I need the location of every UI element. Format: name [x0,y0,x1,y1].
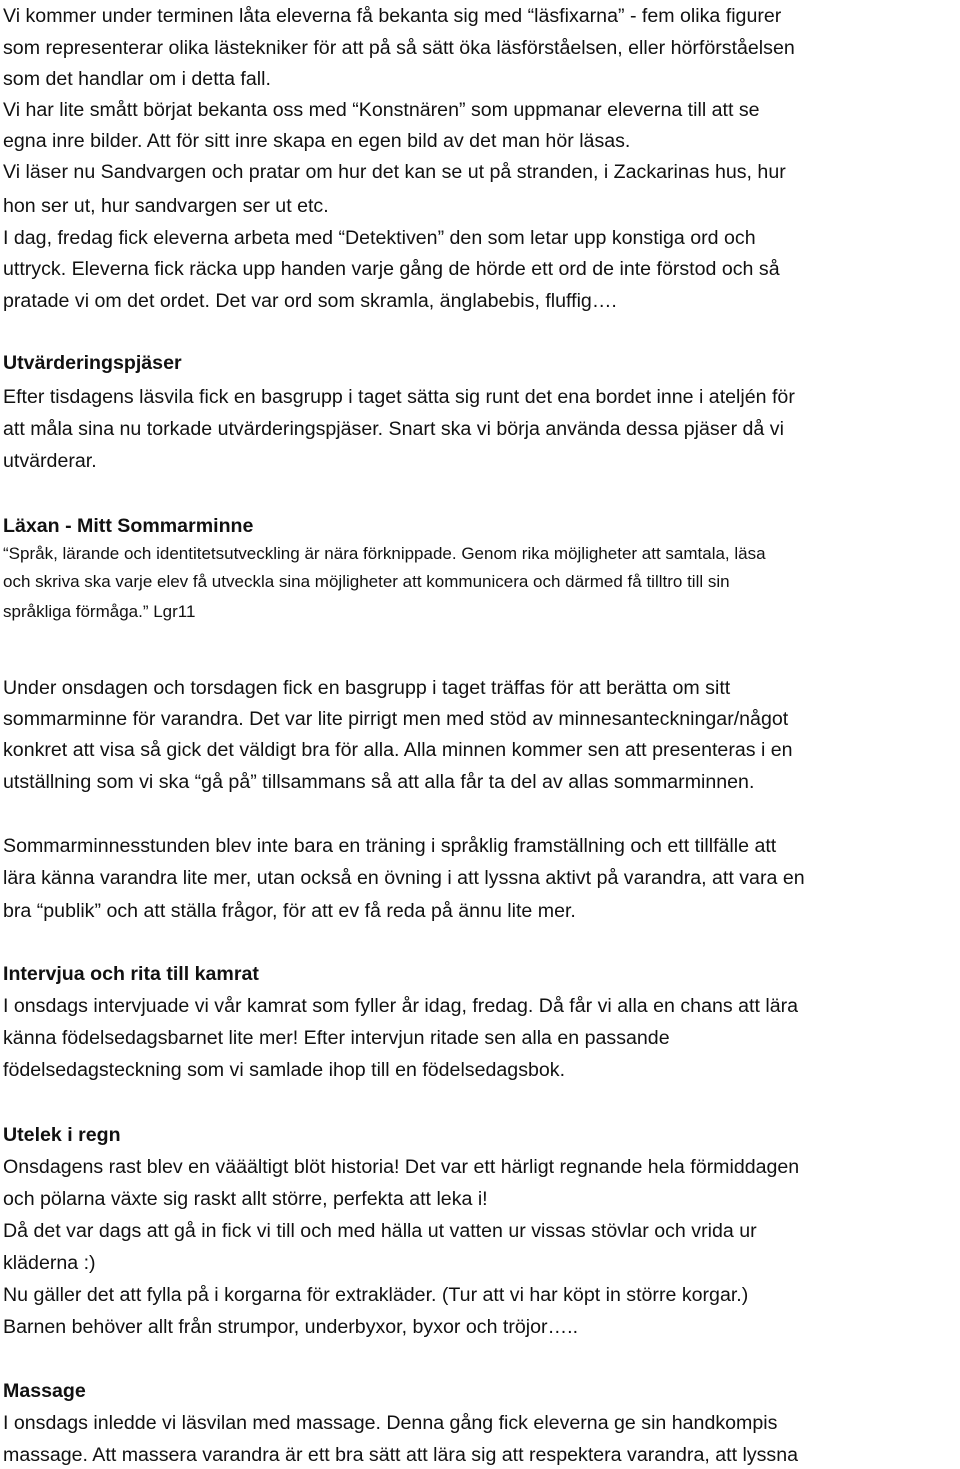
intro-line: som representerar olika lästekniker för att på så sätt öka läsförståelsen, eller hörförståelsen [3,37,795,59]
laxan-para1-line: Under onsdagen och torsdagen fick en basgrupp i taget träffas för att berätta om sitt [3,677,731,699]
laxan-para1-line: utställning som vi ska “gå på” tillsammans så att alla får ta del av allas sommarminnen. [3,771,755,793]
intro-line: Vi har lite smått börjat bekanta oss med “Konstnären” som uppmanar eleverna till att se [3,99,760,121]
quote-line: och skriva ska varje elev få utveckla sina möjligheter att kommunicera och därmed få tilltro till sin [3,572,730,591]
intro-line: som det handlar om i detta fall. [3,68,271,90]
intro-line: Vi läser nu Sandvargen och pratar om hur det kan se ut på stranden, i Zackarinas hus, hur [3,161,786,183]
laxan-para2-line: bra “publik” och att ställa frågor, för att ev få reda på ännu lite mer. [3,900,576,922]
utelek-line: Då det var dags att gå in fick vi till och med hälla ut vatten ur vissas stövlar och vrida ur [3,1220,757,1242]
section-heading-laxan: Läxan - Mitt Sommarminne [3,515,254,537]
utelek-line: Onsdagens rast blev en vääältigt blöt historia! Det var ett härligt regnande hela förmiddagen [3,1156,800,1178]
section-heading-utelek: Utelek i regn [3,1124,121,1146]
massage-line: massage. Att massera varandra är ett bra sätt att lära sig att respektera varandra, att lyssna [3,1444,799,1466]
massage-line: I onsdags inledde vi läsvilan med massage. Denna gång fick eleverna ge sin handkompis [3,1412,778,1434]
laxan-para2-line: Sommarminnesstunden blev inte bara en träning i språklig framställning och ett tillfälle att [3,835,777,857]
intervju-line: känna födelsedagsbarnet lite mer! Efter intervjun ritade sen alla en passande [3,1027,670,1049]
intro-line: I dag, fredag fick eleverna arbeta med “Detektiven” den som letar upp konstiga ord och [3,227,756,249]
utvardering-line: att måla sina nu torkade utvärderingspjäser. Snart ska vi börja använda dessa pjäser då vi [3,418,784,440]
intervju-line: födelsedagsteckning som vi samlade ihop till en födelsedagsbok. [3,1059,566,1081]
intro-line: pratade vi om det ordet. Det var ord som skramla, änglabebis, fluffig…. [3,290,617,312]
laxan-para1-line: sommarminne för varandra. Det var lite pirrigt men med stöd av minnesanteckningar/något [3,708,789,730]
section-heading-intervju: Intervjua och rita till kamrat [3,963,259,985]
intro-line: uttryck. Eleverna fick räcka upp handen varje gång de hörde ett ord de inte förstod och så [3,258,780,280]
laxan-para2-line: lära känna varandra lite mer, utan också en övning i att lyssna aktivt på varandra, att vara en [3,867,805,889]
quote-line: “Språk, lärande och identitetsutveckling är nära förknippade. Genom rika möjligheter att samtala, läsa [3,544,766,563]
intro-line: hon ser ut, hur sandvargen ser ut etc. [3,195,329,217]
utvardering-line: utvärderar. [3,450,97,472]
section-heading-massage: Massage [3,1380,86,1402]
intro-line: Vi kommer under terminen låta eleverna få bekanta sig med “läsfixarna” - fem olika figurer [3,5,782,27]
laxan-para1-line: konkret att visa så gick det väldigt bra för alla. Alla minnen kommer sen att presenteras i en [3,739,793,761]
utelek-line: Nu gäller det att fylla på i korgarna för extrakläder. (Tur att vi har köpt in större korgar.) [3,1284,749,1306]
utvardering-line: Efter tisdagens läsvila fick en basgrupp i taget sätta sig runt det ena bordet inne i ateljén för [3,386,795,408]
section-heading-utvardering: Utvärderingspjäser [3,352,182,374]
utelek-line: och pölarna växte sig raskt allt större, perfekta att leka i! [3,1188,488,1210]
intervju-line: I onsdags intervjuade vi vår kamrat som fyller år idag, fredag. Då får vi alla en chans att lära [3,995,799,1017]
utelek-line: Barnen behöver allt från strumpor, underbyxor, byxor och tröjor….. [3,1316,579,1338]
utelek-line: kläderna :) [3,1252,96,1274]
intro-line: egna inre bilder. Att för sitt inre skapa en egen bild av det man hör läsas. [3,130,631,152]
quote-line: språkliga förmåga.” Lgr11 [3,602,196,621]
